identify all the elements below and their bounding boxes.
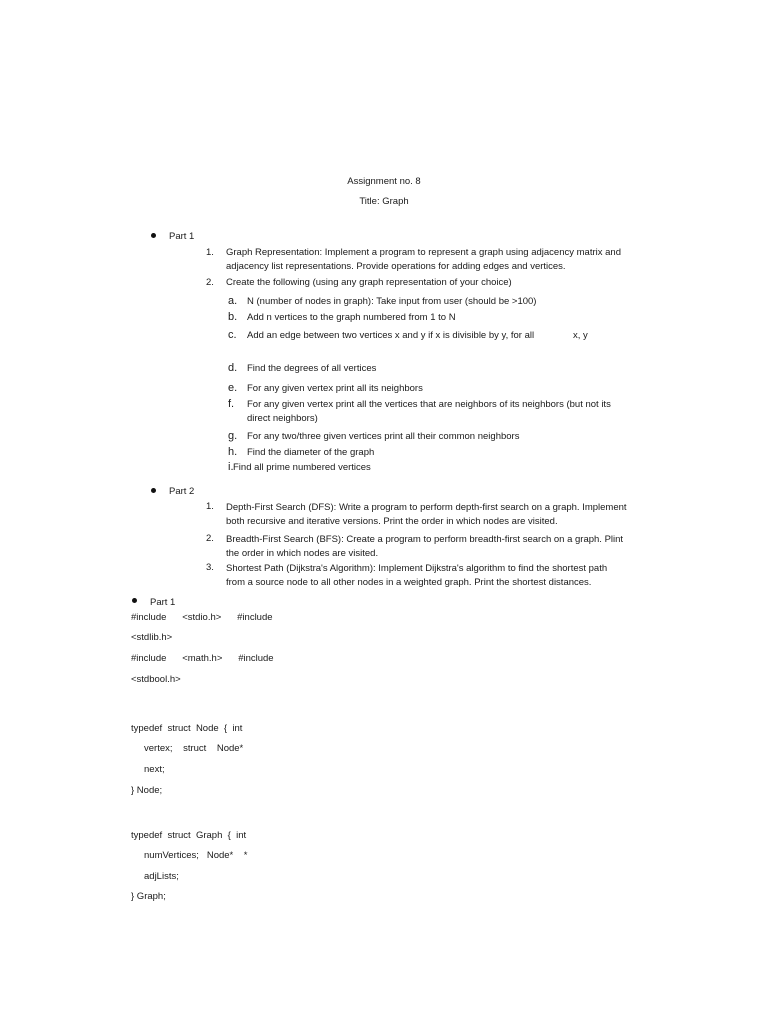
list-item-text: the order in which nodes are visited. <box>226 548 379 559</box>
part1-heading: Part 1 <box>169 231 195 242</box>
sublist-item-text: Find the degrees of all vertices <box>247 363 377 374</box>
code-line: #include <math.h> #include <box>131 653 274 664</box>
code-line: vertex; struct Node* <box>144 743 244 754</box>
sublist-item-extra: x, y <box>573 330 588 341</box>
sublist-item-text: N (number of nodes in graph): Take input from user (should be >100) <box>247 296 537 307</box>
sublist-letter: i. <box>228 461 234 473</box>
code-line: <stdlib.h> <box>131 632 173 643</box>
sublist-letter: f. <box>228 398 235 410</box>
sublist-letter: h. <box>228 446 238 458</box>
code-line: <stdbool.h> <box>131 674 181 685</box>
code-line: #include <stdio.h> #include <box>131 612 273 623</box>
code-line: } Node; <box>131 785 163 796</box>
document-title: Assignment no. 8 <box>347 176 421 187</box>
list-item-text: Shortest Path (Dijkstra's Algorithm): Implement Dijkstra's algorithm to find the shortest path <box>226 563 608 574</box>
code-line: numVertices; Node* * <box>144 850 248 861</box>
code-line: typedef struct Graph { int <box>131 830 247 841</box>
list-item-text: Create the following (using any graph representation of your choice) <box>226 277 512 288</box>
sublist-item-text: Add an edge between two vertices x and y if x is divisible by y, for all <box>247 330 535 341</box>
list-number: 3. <box>206 562 214 573</box>
sublist-item-text: For any given vertex print all the vertices that are neighbors of its neighbors (but not its <box>247 399 611 410</box>
code-line: typedef struct Node { int <box>131 723 243 734</box>
code-line: } Graph; <box>131 891 166 902</box>
list-number: 2. <box>206 533 214 544</box>
document-subtitle: Title: Graph <box>359 196 409 207</box>
solution-heading: Part 1 <box>150 597 176 608</box>
sublist-letter: b. <box>228 311 238 323</box>
sublist-item-text: For any given vertex print all its neighbors <box>247 383 423 394</box>
list-number: 2. <box>206 277 214 288</box>
list-item-text: Breadth-First Search (BFS): Create a program to perform breadth-first search on a graph. Plint <box>226 534 624 545</box>
bullet-icon <box>132 598 137 603</box>
sublist-letter: d. <box>228 362 238 374</box>
code-line: adjLists; <box>144 871 179 882</box>
sublist-letter: e. <box>228 382 238 394</box>
bullet-icon <box>151 488 156 493</box>
sublist-letter: c. <box>228 329 237 341</box>
sublist-letter: g. <box>228 430 238 442</box>
code-line: next; <box>144 764 165 775</box>
list-item-text: Depth-First Search (DFS): Write a program to perform depth-first search on a graph. Implement <box>226 502 627 513</box>
list-item-text: Graph Representation: Implement a program to represent a graph using adjacency matrix and <box>226 247 621 258</box>
sublist-item-text: Find all prime numbered vertices <box>233 462 371 473</box>
list-item-text: from a source node to all other nodes in a weighted graph. Print the shortest distances. <box>226 577 592 588</box>
list-number: 1. <box>206 501 214 512</box>
sublist-item-text: direct neighbors) <box>247 413 318 424</box>
sublist-item-text: Find the diameter of the graph <box>247 447 375 458</box>
sublist-item-text: Add n vertices to the graph numbered from 1 to N <box>247 312 456 323</box>
sublist-item-text: For any two/three given vertices print all their common neighbors <box>247 431 520 442</box>
list-number: 1. <box>206 247 214 258</box>
part2-heading: Part 2 <box>169 486 195 497</box>
sublist-letter: a. <box>228 295 238 307</box>
list-item-text: adjacency list representations. Provide operations for adding edges and vertices. <box>226 261 566 272</box>
bullet-icon <box>151 233 156 238</box>
list-item-text: both recursive and iterative versions. Print the order in which nodes are visited. <box>226 516 558 527</box>
